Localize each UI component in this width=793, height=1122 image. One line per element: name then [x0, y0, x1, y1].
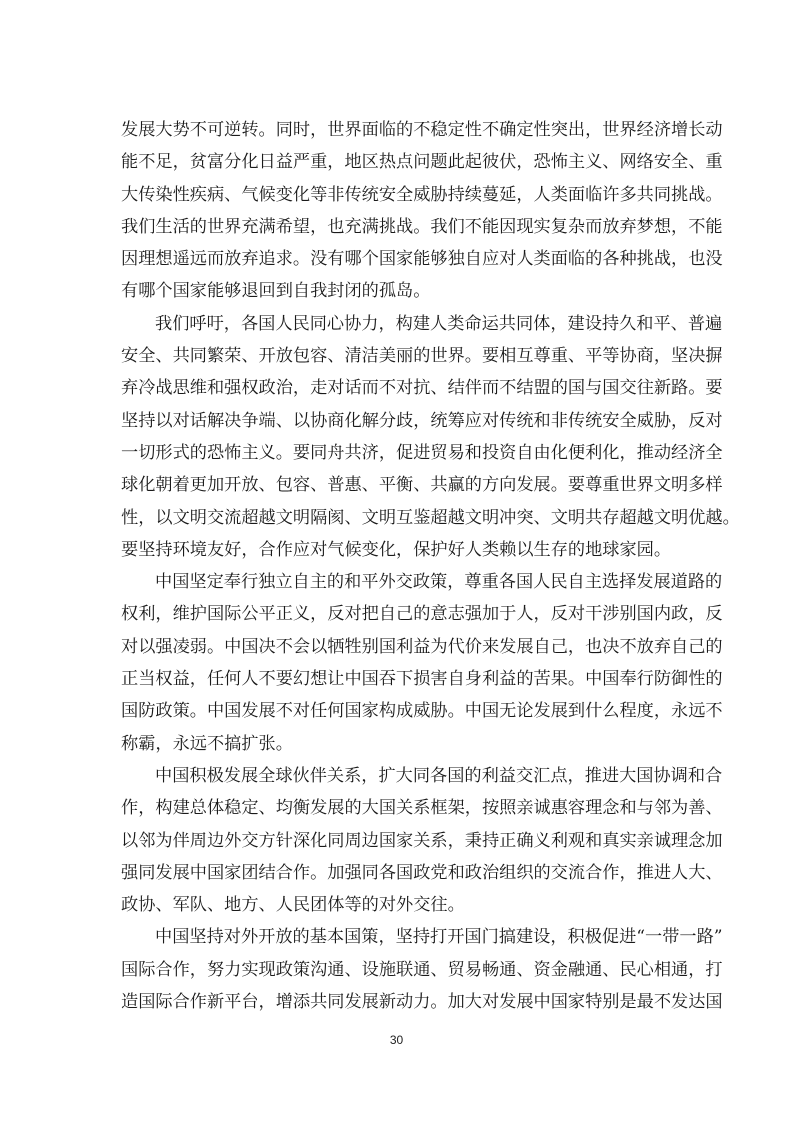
- text-line: 球化朝着更加开放、包容、普惠、平衡、共赢的方向发展。要尊重世界文明多样: [121, 475, 723, 496]
- text-line: 大传染性疾病、气候变化等非传统安全威胁持续蔓延，人类面临许多共同挑战。: [121, 184, 723, 205]
- paragraph-4: [121, 760, 723, 921]
- text-line: 中国积极发展全球伙伴关系，扩大同各国的利益交汇点，推进大国协调和合: [155, 765, 723, 786]
- paragraph-3: [121, 566, 723, 760]
- text-line: 要坚持环境友好，合作应对气候变化，保护好人类赖以生存的地球家园。: [121, 539, 672, 560]
- text-line: 发展大势不可逆转。同时，世界面临的不稳定性不确定性突出，世界经济增长动: [121, 120, 723, 140]
- text-line: 作，构建总体稳定、均衡发展的大国关系框架，按照亲诚惠容理念和与邻为善、: [121, 798, 723, 819]
- text-line: 性，以文明交流超越文明隔阂、文明互鉴超越文明冲突、文明共存超越文明优越。: [121, 507, 740, 528]
- text-line: 称霸，永远不搞扩张。: [121, 733, 293, 754]
- text-line: 权利，维护国际公平正义，反对把自己的意志强加于人，反对干涉别国内政，反: [121, 604, 723, 625]
- paragraph-2: [121, 308, 740, 566]
- text-line: 安全、共同繁荣、开放包容、清洁美丽的世界。要相互尊重、平等协商，坚决摒: [121, 346, 723, 367]
- text-line: 正当权益，任何人不要幻想让中国吞下损害自身利益的苦果。中国奉行防御性的: [121, 669, 723, 690]
- text-line: 因理想遥远而放弃追求。没有哪个国家能够独自应对人类面临的各种挑战，也没: [121, 249, 723, 270]
- document-body: [121, 114, 740, 1018]
- paragraph-1: [121, 114, 723, 308]
- text-line: 能不足，贫富分化日益严重，地区热点问题此起彼伏，恐怖主义、网络安全、重: [121, 152, 723, 173]
- text-line: 国防政策。中国发展不对任何国家构成威胁。中国无论发展到什么程度，永远不: [121, 701, 723, 722]
- text-line: 我们生活的世界充满希望，也充满挑战。我们不能因现实复杂而放弃梦想，不能: [121, 216, 723, 237]
- text-line: 弃冷战思维和强权政治，走对话而不对抗、结伴而不结盟的国与国交往新路。要: [121, 378, 723, 399]
- text-line: 一切形式的恐怖主义。要同舟共济，促进贸易和投资自由化便利化，推动经济全: [121, 442, 723, 463]
- text-line: 强同发展中国家团结合作。加强同各国政党和政治组织的交流合作，推进人大、: [121, 862, 723, 883]
- text-line: 中国坚持对外开放的基本国策，坚持打开国门搞建设，积极促进“一带一路”: [155, 927, 723, 948]
- text-line: 我们呼吁，各国人民同心协力，构建人类命运共同体，建设持久和平、普遍: [155, 313, 723, 334]
- text-line: 国际合作，努力实现政策沟通、设施联通、贸易畅通、资金融通、民心相通，打: [121, 959, 723, 980]
- text-line: 对以强凌弱。中国决不会以牺牲别国利益为代价来发展自己，也决不放弃自己的: [121, 636, 723, 657]
- text-line: 有哪个国家能够退回到自我封闭的孤岛。: [121, 281, 431, 302]
- text-line: 政协、军队、地方、人民团体等的对外交往。: [121, 895, 465, 916]
- text-line: 中国坚定奉行独立自主的和平外交政策，尊重各国人民自主选择发展道路的: [155, 572, 723, 593]
- page-number: 30: [389, 1033, 404, 1047]
- text-line: 以邻为伴周边外交方针深化同周边国家关系，秉持正确义利观和真实亲诚理念加: [121, 830, 723, 851]
- text-line: 造国际合作新平台，增添共同发展新动力。加大对发展中国家特别是最不发达国: [121, 992, 723, 1013]
- text-line: 坚持以对话解决争端、以协商化解分歧，统筹应对传统和非传统安全威胁，反对: [121, 410, 723, 431]
- paragraph-5: [121, 921, 723, 1018]
